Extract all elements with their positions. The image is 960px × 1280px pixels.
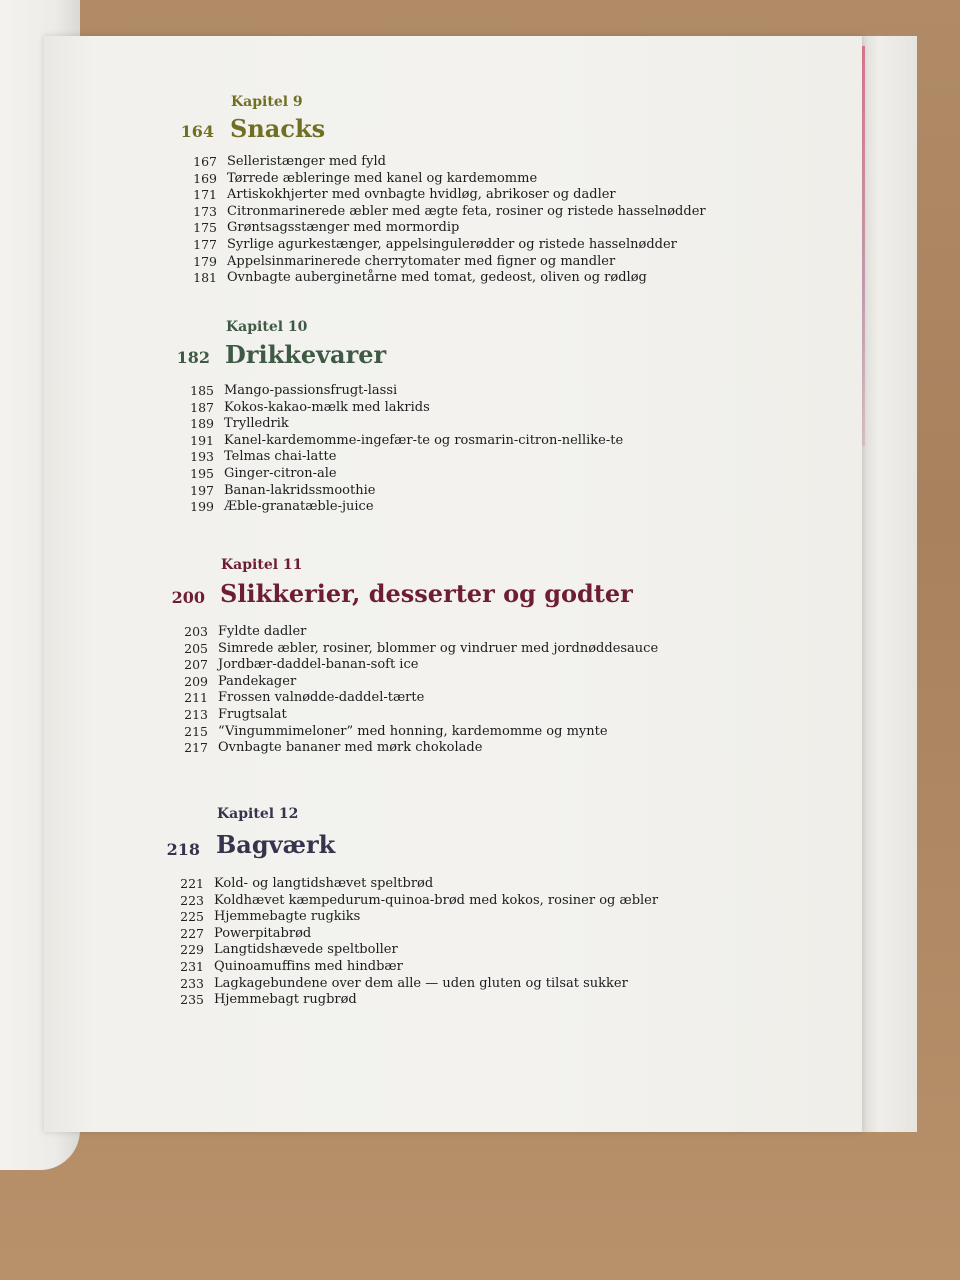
chapter-entries <box>193 154 706 287</box>
entry-page-number: 215 <box>184 723 208 739</box>
entry-page-number: 203 <box>184 624 208 639</box>
entry-title: Fyldte dadler <box>218 624 307 639</box>
entry-title: Kokos-kakao-mælk med lakrids <box>224 399 430 415</box>
entry-page-number: 185 <box>190 383 214 398</box>
list-item <box>190 449 623 466</box>
entry-title: Ovnbagte bananer med mørk chokolade <box>218 740 483 756</box>
book-page <box>44 36 862 1132</box>
entry-title: Hjemmebagte rugkiks <box>214 909 361 925</box>
entry-title: Koldhævet kæmpedurum-quinoa-brød med kokos, rosiner og æbler <box>214 892 659 908</box>
list-item <box>190 432 624 450</box>
entry-page-number: 171 <box>193 187 217 203</box>
entry-title: Lagkagebundene over dem alle — uden gluten og tilsat sukker <box>214 975 628 991</box>
entry-title: Appelsinmarinerede cherrytomater med figner og mandler <box>227 253 616 269</box>
list-item <box>184 640 659 658</box>
chapter-label: Kapitel 9 <box>231 94 303 110</box>
list-item <box>180 925 658 943</box>
entry-title: Quinoamuffins med hindbær <box>214 958 403 974</box>
list-item <box>180 975 658 993</box>
entry-page-number: 233 <box>180 975 204 991</box>
chapter-entries <box>184 624 659 757</box>
entry-page-number: 181 <box>193 270 217 286</box>
entry-page-number: 169 <box>193 170 217 186</box>
entry-title: Citronmarinerede æbler med ægte feta, rosiner og ristede hasselnødder <box>227 203 706 219</box>
list-item <box>180 876 658 893</box>
entry-title: Ovnbagte auberginetårne med tomat, gedeost, oliven og rødløg <box>227 270 647 286</box>
chapter-page-number: 218 <box>166 840 200 859</box>
list-item <box>184 740 658 757</box>
entry-page-number: 193 <box>190 449 214 465</box>
entry-title: Kanel-kardemomme-ingefær-te og rosmarin-citron-nellike-te <box>224 432 624 448</box>
list-item <box>184 690 658 707</box>
entry-page-number: 195 <box>190 465 214 481</box>
entry-title: “Vingummimeloner” med honning, kardemomme og mynte <box>218 723 608 739</box>
chapter-label: Kapitel 12 <box>217 806 299 822</box>
chapter-title: Drikkevarer <box>225 340 387 369</box>
list-item <box>184 624 658 641</box>
entry-page-number: 177 <box>193 236 217 252</box>
entry-title: Selleristænger med fyld <box>227 154 386 169</box>
entry-page-number: 231 <box>180 958 204 974</box>
entry-title: Pandekager <box>218 673 297 689</box>
entry-title: Grøntsagsstænger med mormordip <box>227 220 460 236</box>
entry-page-number: 189 <box>190 416 214 432</box>
list-item <box>180 909 658 926</box>
chapter-page-number: 200 <box>171 588 205 607</box>
list-item <box>190 465 623 483</box>
list-item <box>193 236 706 254</box>
list-item <box>193 154 706 171</box>
entry-title: Kold- og langtidshævet speltbrød <box>214 876 434 891</box>
list-item <box>180 992 658 1009</box>
list-item <box>190 416 623 433</box>
entry-title: Banan-lakridssmoothie <box>224 482 376 498</box>
entry-page-number: 197 <box>190 482 214 498</box>
entry-title: Hjemmebagt rugbrød <box>214 992 357 1008</box>
entry-title: Frugtsalat <box>218 706 287 722</box>
entry-title: Mango-passionsfrugt-lassi <box>224 383 398 398</box>
list-item <box>190 399 623 417</box>
entry-title: Telmas chai-latte <box>224 449 337 465</box>
list-item <box>184 673 658 691</box>
list-item <box>193 253 706 271</box>
list-item <box>184 657 658 674</box>
chapter-entries <box>190 383 624 516</box>
entry-page-number: 225 <box>180 909 204 925</box>
chapter-title: Bagværk <box>216 830 336 859</box>
entry-title: Frossen valnødde-daddel-tærte <box>218 690 425 706</box>
entry-page-number: 235 <box>180 992 204 1008</box>
chapter-label: Kapitel 11 <box>221 557 303 573</box>
entry-title: Syrlige agurkestænger, appelsingulerødder og ristede hasselnødder <box>227 236 677 252</box>
entry-page-number: 211 <box>184 690 208 706</box>
list-item <box>180 942 658 959</box>
entry-page-number: 209 <box>184 673 208 689</box>
entry-title: Langtidshævede speltboller <box>214 942 398 958</box>
chapter-page-number: 182 <box>176 348 210 367</box>
list-item <box>193 170 706 188</box>
entry-title: Jordbær-daddel-banan-soft ice <box>218 657 419 673</box>
entry-title: Powerpitabrød <box>214 925 312 941</box>
list-item <box>184 723 658 741</box>
list-item <box>180 958 658 976</box>
list-item <box>190 383 623 400</box>
list-item <box>193 270 706 287</box>
list-item <box>180 892 659 910</box>
entry-page-number: 217 <box>184 740 208 756</box>
entry-page-number: 207 <box>184 657 208 673</box>
list-item <box>190 499 623 516</box>
entry-page-number: 167 <box>193 154 217 169</box>
entry-page-number: 227 <box>180 925 204 941</box>
chapter-title: Slikkerier, desserter og godter <box>220 579 633 608</box>
entry-page-number: 221 <box>180 876 204 891</box>
entry-title: Ginger-citron-ale <box>224 465 337 481</box>
entry-page-number: 205 <box>184 640 208 656</box>
table-of-contents <box>44 36 862 1132</box>
list-item <box>190 482 623 500</box>
entry-page-number: 187 <box>190 399 214 415</box>
entry-title: Æble-granatæble-juice <box>224 499 374 515</box>
chapter-label: Kapitel 10 <box>226 319 308 335</box>
entry-page-number: 191 <box>190 432 214 448</box>
list-item <box>193 220 706 237</box>
entry-title: Trylledrik <box>224 416 289 432</box>
list-item <box>193 203 706 221</box>
entry-page-number: 179 <box>193 253 217 269</box>
list-item <box>193 187 706 204</box>
chapter-title: Snacks <box>230 114 326 143</box>
entry-page-number: 173 <box>193 203 217 219</box>
entry-title: Artiskokhjerter med ovnbagte hvidløg, abrikoser og dadler <box>227 187 616 203</box>
list-item <box>184 706 658 724</box>
entry-page-number: 213 <box>184 706 208 722</box>
entry-page-number: 223 <box>180 892 204 908</box>
entry-page-number: 229 <box>180 942 204 958</box>
book-page-edges <box>855 36 917 1132</box>
entry-title: Tørrede æbleringe med kanel og kardemomme <box>227 170 538 186</box>
entry-page-number: 199 <box>190 499 214 515</box>
entry-page-number: 175 <box>193 220 217 236</box>
chapter-page-number: 164 <box>180 122 214 141</box>
entry-title: Simrede æbler, rosiner, blommer og vindruer med jordnøddesauce <box>218 640 659 656</box>
chapter-entries <box>180 876 659 1009</box>
